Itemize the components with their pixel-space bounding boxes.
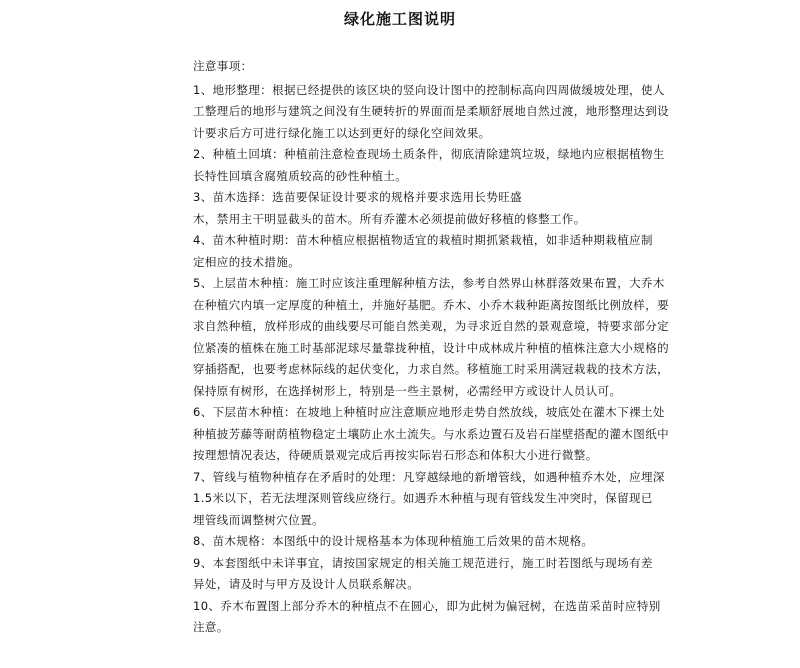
note-line: 10、乔木布置图上部分乔木的种植点不在圆心，即为此树为偏冠树，在选苗采苗时应特别: [193, 598, 661, 613]
page-title: 绿化施工图说明: [343, 10, 456, 28]
note-line: 长特性回填含腐殖质较高的砂性种植土。: [193, 168, 408, 183]
note-item: [193, 467, 693, 532]
note-line: 注意。: [193, 620, 229, 634]
note-line: 木，禁用主干明显截头的苗木。所有乔灌木必须提前做好移植的修整工作。: [193, 211, 586, 226]
note-line: 6、下层苗木种植：在坡地上种植时应注意顺应地形走势自然放线，坡底处在灌木下裸土处: [193, 405, 665, 419]
note-line: 在种植穴内填一定厚度的种植土，并施好基肥。乔木、小乔木栽种距离按图纸比例放样，要: [193, 297, 669, 312]
note-line: 位紧凑的植株在施工时基部泥球尽量靠拢种植，设计中成林成片种植的植株注意大小规格的: [193, 340, 669, 355]
note-line: 5、上层苗木种植：施工时应该注重理解种植方法，参考自然界山林群落效果布置，大乔木: [193, 276, 665, 290]
note-line: 种植披芳藤等耐荫植物稳定土壤防止水土流失。与水系边置石及岩石崖壁搭配的灌木图纸中: [193, 426, 669, 441]
note-line: 1.5米以下，若无法埋深则管线应绕行。如遇乔木种植与现有管线发生冲突时，保留现已: [193, 491, 653, 505]
note-line: 保持原有树形，在选择树形上，特别是一些主景树，必需经甲方或设计人员认可。: [193, 383, 622, 398]
note-item: [193, 230, 693, 273]
note-line: 埋管线而调整树穴位置。: [193, 512, 324, 527]
note-line: 7、管线与植物种植存在矛盾时的处理：凡穿越绿地的新增管线，如遇种植乔木处，应埋深: [193, 469, 665, 484]
note-line: 4、苗木种植时期：苗木种植应根据植物适宜的栽植时期抓紧栽植，如非适种期栽植应制: [193, 233, 653, 247]
note-item: [193, 273, 693, 402]
note-line: 异处，请及时与甲方及设计人员联系解决。: [193, 577, 420, 591]
note-line: 按理想情况表达，待硬质景观完成后再按实际岩石形态和体积大小进行微整。: [193, 448, 598, 462]
note-item: [193, 596, 693, 639]
note-line: 1、地形整理：根据已经提供的该区块的竖向设计图中的控制标高向四周做缓坡处理，使人: [193, 82, 665, 97]
note-line: 求自然种植，放样形成的曲线要尽可能自然美观，为寻求近自然的景观意境，特要求部分定: [193, 319, 669, 333]
note-line: 2、种植土回填：种植前注意检查现场土质条件，彻底清除建筑垃圾，绿地内应根据植物生: [193, 147, 665, 161]
note-item: [193, 531, 693, 553]
note-item: [193, 144, 693, 187]
note-line: 3、苗木选择：选苗要保证设计要求的规格并要求选用长势旺盛: [193, 190, 523, 204]
note-line: 9、本套图纸中未详事宜，请按国家规定的相关施工规范进行，施工时若图纸与现场有差: [193, 555, 653, 570]
note-line: 工整理后的地形与建筑之间没有生硬转折的界面而是柔顺舒展地自然过渡，地形整理达到设: [193, 104, 669, 118]
note-item: [193, 402, 693, 467]
notes-content: [193, 56, 693, 639]
note-item: [193, 553, 693, 596]
notes-list: [193, 80, 693, 639]
note-line: 计要求后方可进行绿化施工以达到更好的绿化空间效果。: [193, 125, 491, 140]
note-line: 穿插搭配，也要考虑林际线的起伏变化，力求自然。移植施工时采用满冠栽栽的技术方法，: [193, 362, 669, 376]
note-item: [193, 187, 693, 230]
note-item: [193, 80, 693, 145]
notes-heading: 注意事项：: [193, 59, 253, 73]
note-line: 8、苗木规格：本图纸中的设计规格基本为体现种植施工后效果的苗木规格。: [193, 534, 594, 548]
note-line: 定相应的技术措施。: [193, 254, 301, 269]
